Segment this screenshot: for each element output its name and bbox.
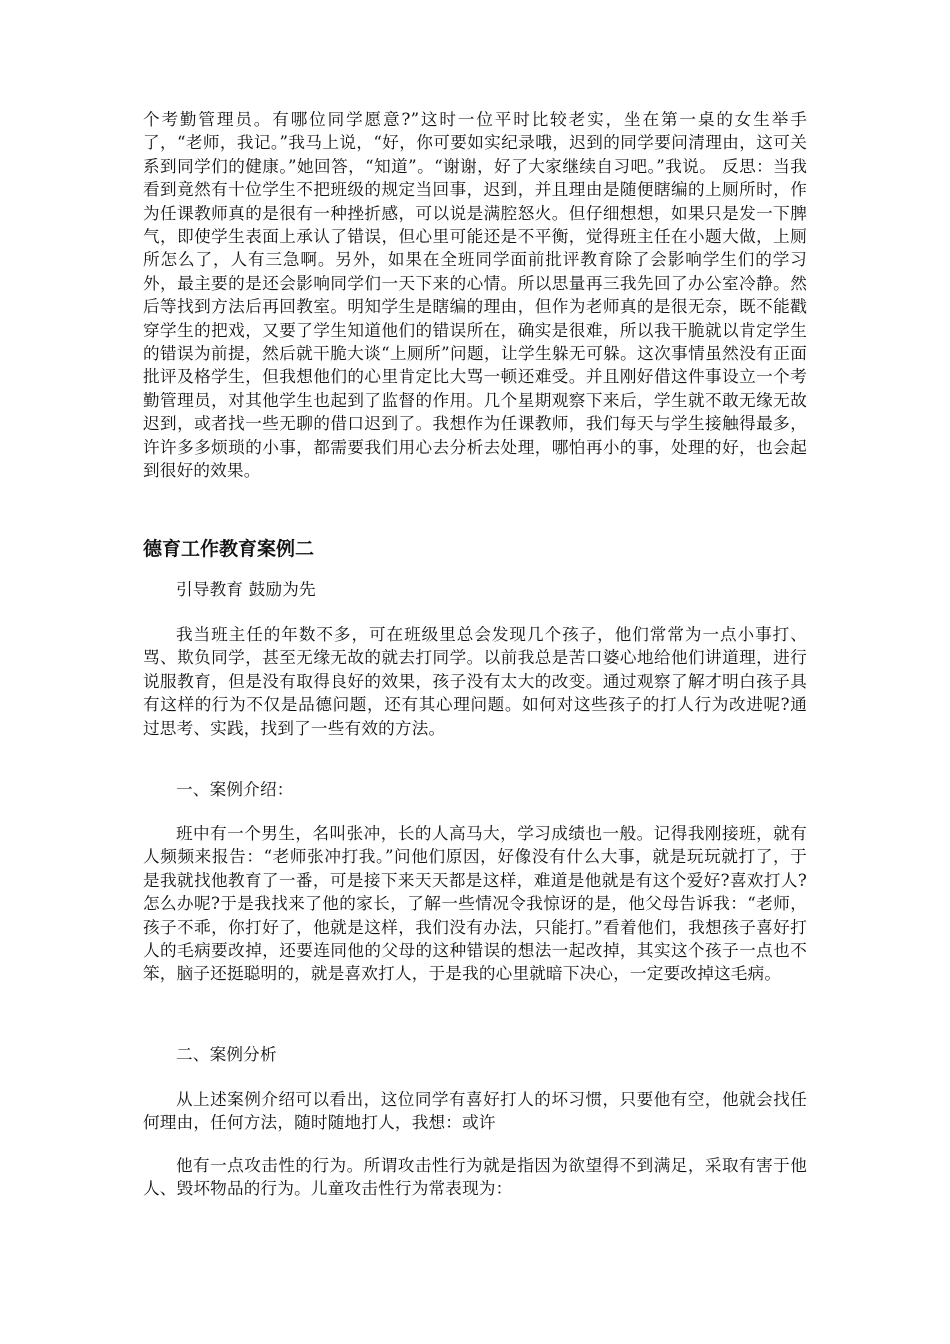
paragraph-intro: 我当班主任的年数不多，可在班级里总会发现几个孩子，他们常常为一点小事打、骂、欺负同学，甚至无缘无故的就去打同学。以前我总是苦口婆心地给他们讲道理，进行说服教育，但是没有取得良好的效果，孩子没有太大的改变。通过观察了解才明白孩子具有这样的行为不仅是品德问题，还有其心理问题。如何对这些孩子的打人行为改进呢?通过思考、实践，找到了一些有效的方法。 [143, 625, 807, 738]
subtitle: 引导教育 鼓励为先 [176, 580, 316, 599]
section-heading: 德育工作教育案例二 [143, 538, 315, 560]
section-title-case-intro: 一、案例介绍： [176, 780, 294, 799]
paragraph-analysis-1: 从上述案例介绍可以看出，这位同学有喜好打人的坏习惯，只要他有空，他就会找任何理由，任何方法，随时随地打人，我想：或许 [143, 1090, 807, 1133]
section-title-case-analysis: 二、案例分析 [176, 1045, 277, 1064]
paragraph-analysis-2: 他有一点攻击性的行为。所谓攻击性行为就是指因为欲望得不到满足，采取有害于他人、毁坏物品的行为。儿童攻击性行为常表现为： [143, 1156, 807, 1199]
paragraph-case: 班中有一个男生，名叫张冲，长的人高马大，学习成绩也一般。记得我刚接班，就有人频频来报告：“老师张冲打我。”问他们原因，好像没有什么大事，就是玩玩就打了，于是我就找他教育了一番，可是接下来天天都是这样，难道是他就是有这个爱好?喜欢打人?怎么办呢?于是我找来了他的家长，了解一些情况令我惊讶的是，他父母告诉我：“老师，孩子不乖，你打好了，他就是这样，我们没有办法，只能打。”看着他们，我想孩子喜好打人的毛病要改掉，还要连同他的父母的这种错误的想法一起改掉，其实这个孩子一点也不笨，脑子还挺聪明的，就是喜欢打人，于是我的心里就暗下决心，一定要改掉这毛病。 [143, 824, 807, 984]
paragraph-reflection: 个考勤管理员。有哪位同学愿意?”这时一位平时比较老实，坐在第一桌的女生举手了，“老师，我记。”我马上说，“好，你可要如实纪录哦，迟到的同学要问清理由，这可关系到同学们的健康。”她回答，“知道”。“谢谢，好了大家继续自习吧。”我说。 反思：当我看到竟然有十位学生不把班级的规定当回事，迟到，并且理由是随便瞎编的上厕所时，作为任课教师真的是很有一种挫折感，可以说是满腔怒火。但仔细想想，如果只是发一下脾气，即使学生表面上承认了错误，但心里可能还是不平衡，觉得班主任在小题大做，上厕所怎么了，人有三急啊。另外，如果在全班同学面前批评教育除了会影响学生们的学习外，最主要的是还会影响同学们一天下来的心情。所以思量再三我先回了办公室冷静。然后等找到方法后再回教室。明知学生是瞎编的理由，但作为老师真的是很无奈，既不能戳穿学生的把戏，又要了学生知道他们的错误所在，确实是很难，所以我干脆就以肯定学生的错误为前提，然后就干脆大谈“上厕所”问题，让学生躲无可躲。这次事情虽然没有正面批评及格学生，但我想他们的心里肯定比大骂一顿还难受。并且刚好借这件事设立一个考勤管理员，对其他学生也起到了监督的作用。几个星期观察下来后，学生就不敢无缘无故迟到，或者找一些无聊的借口迟到了。我想作为任课教师，我们每天与学生接触得最多，许许多多烦琐的小事，都需要我们用心去分析去处理，哪怕再小的事，处理的好，也会起到很好的效果。 [143, 110, 807, 481]
